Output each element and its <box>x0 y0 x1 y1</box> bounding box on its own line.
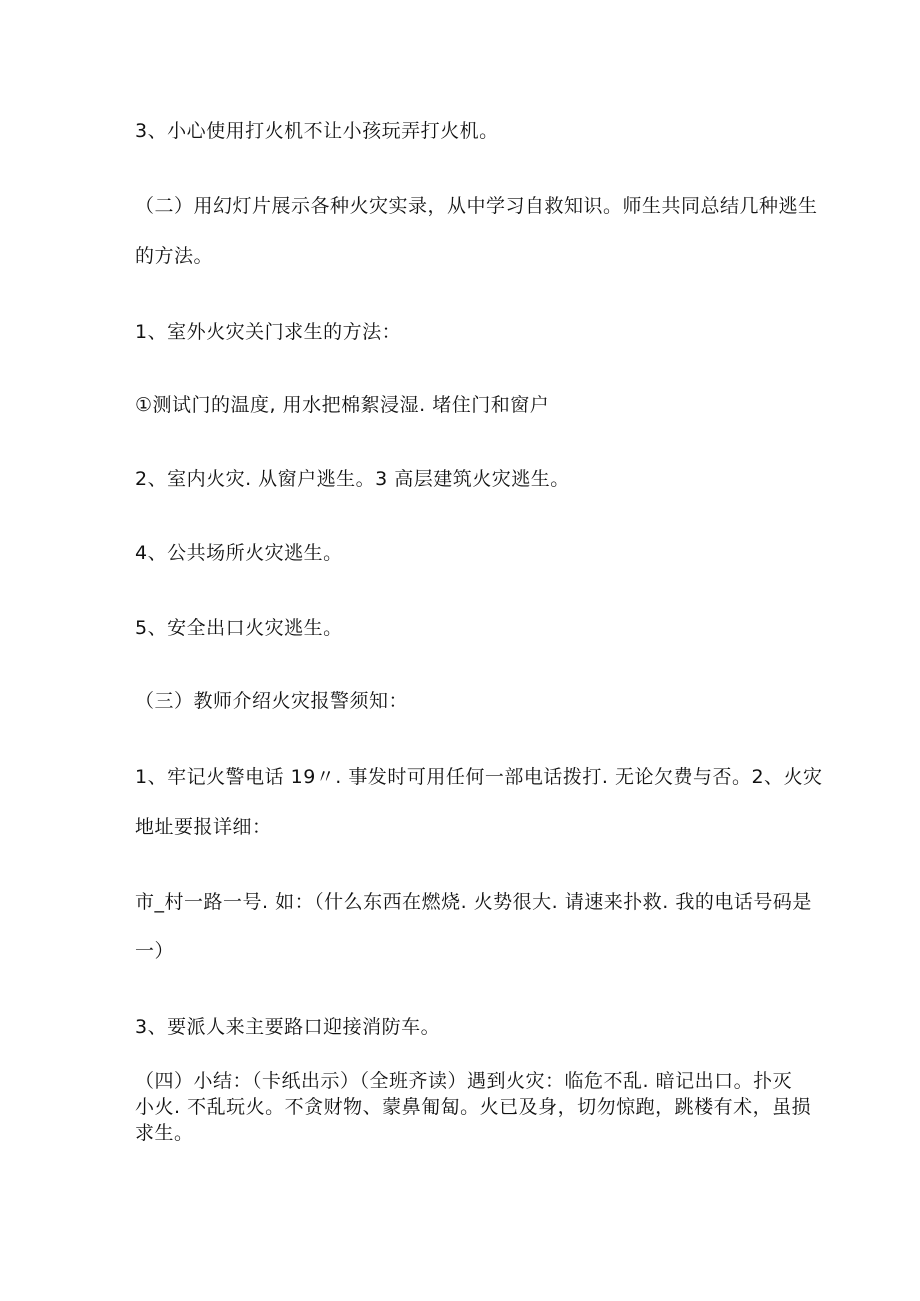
paragraph-line-10: 1、牢记火警电话 19〃. 事发时可用任何一部电话拨打. 无论欠费与否。2、火灾 <box>135 766 823 788</box>
paragraph-line-7: 4、公共场所火灾逃生。 <box>135 542 343 564</box>
paragraph-line-17: 求生。 <box>135 1122 194 1144</box>
paragraph-line-3: 的方法。 <box>135 245 214 267</box>
paragraph-line-4: 1、室外火灾关门求生的方法： <box>135 321 402 343</box>
paragraph-line-11: 地址要报详细： <box>135 816 272 838</box>
paragraph-line-1: 3、小心使用打火机不让小孩玩弄打火机。 <box>135 120 499 142</box>
paragraph-line-6: 2、室内火灾. 从窗户逃生。3 高层建筑火灾逃生。 <box>135 468 570 490</box>
paragraph-line-14: 3、要派人来主要路口迎接消防车。 <box>135 1016 441 1038</box>
paragraph-line-13: 一） <box>135 940 175 962</box>
paragraph-line-15: （四）小结：（卡纸出示）（全班齐读）遇到火灾：临危不乱. 暗记出口。扑灭 <box>135 1070 793 1092</box>
paragraph-line-5: ①测试门的温度, 用水把棉絮浸湿. 堵住门和窗户 <box>135 394 550 416</box>
paragraph-line-9: （三）教师介绍火灾报警须知： <box>135 690 409 712</box>
paragraph-line-2: （二）用幻灯片展示各种火灾实录，从中学习自救知识。师生共同总结几种逃生 <box>135 195 818 217</box>
paragraph-line-16: 小火. 不乱玩火。不贪财物、蒙鼻匍匐。火已及身，切勿惊跑，跳楼有术，虽损 <box>135 1096 812 1118</box>
paragraph-line-12: 市_村一路一号. 如：（什么东西在燃烧. 火势很大. 请速来扑救. 我的电话号码是 <box>135 891 812 913</box>
paragraph-line-8: 5、安全出口火灾逃生。 <box>135 617 343 639</box>
